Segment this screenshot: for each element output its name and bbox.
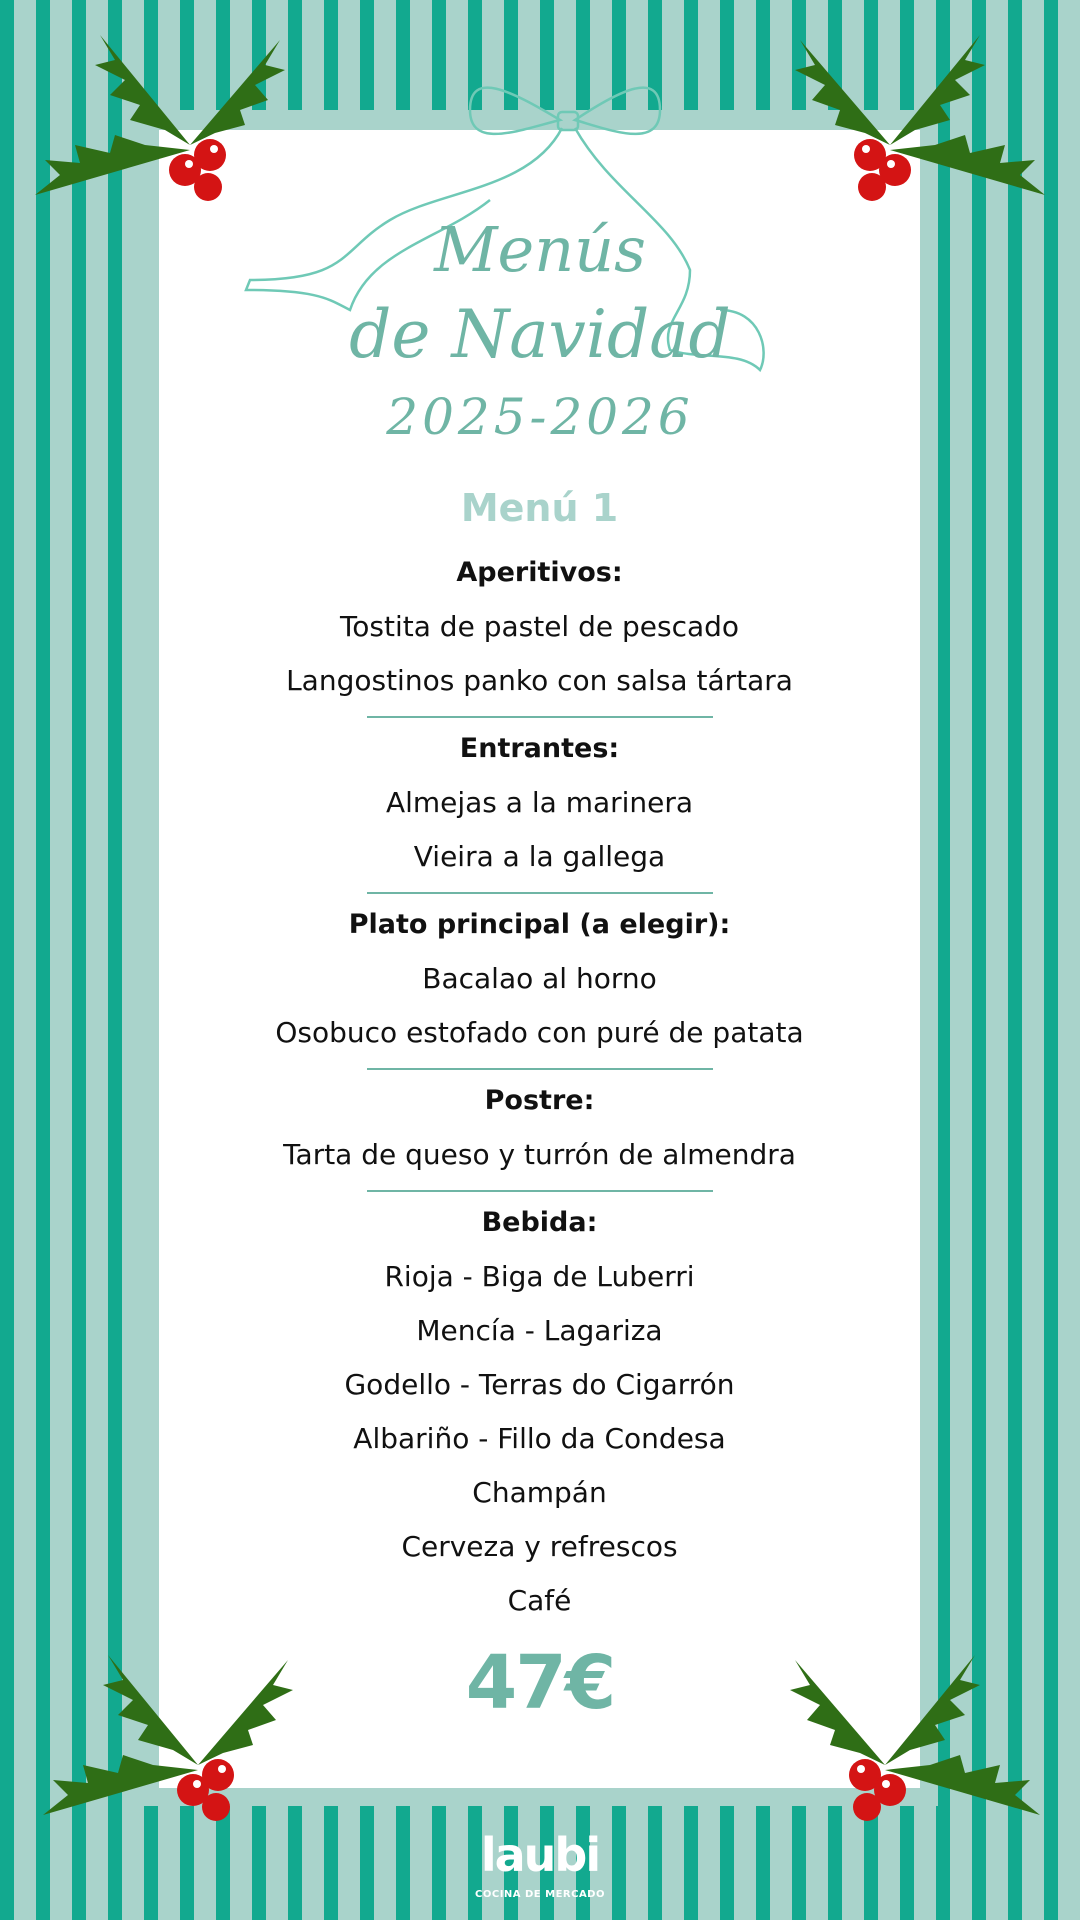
menu-item: Godello - Terras do Cigarrón bbox=[344, 1368, 735, 1401]
menu-item: Champán bbox=[472, 1476, 607, 1509]
holly-top-left-icon bbox=[30, 15, 290, 205]
section-heading: Bebida: bbox=[481, 1207, 598, 1238]
menu-item: Mencía - Lagariza bbox=[416, 1314, 663, 1347]
section-heading: Postre: bbox=[484, 1085, 595, 1116]
menu-item: Cerveza y refrescos bbox=[401, 1530, 678, 1563]
title-line2: de Navidad bbox=[349, 296, 731, 373]
menu-item: Tostita de pastel de pescado bbox=[339, 610, 740, 643]
menu-item: Bacalao al horno bbox=[422, 962, 657, 995]
section-bebida bbox=[159, 1196, 920, 1628]
section-heading: Plato principal (a elegir): bbox=[348, 909, 731, 940]
holly-bottom-right-icon bbox=[785, 1635, 1045, 1825]
menu-title: Menú 1 bbox=[460, 486, 619, 530]
laubi-logo bbox=[0, 1826, 1080, 1902]
menu-item: Langostinos panko con salsa tártara bbox=[286, 664, 793, 697]
title-years: 2025-2026 bbox=[386, 388, 694, 446]
section-plato-principal bbox=[159, 898, 920, 1060]
section-aperitivos bbox=[159, 546, 920, 708]
divider bbox=[367, 1190, 713, 1192]
divider bbox=[367, 1068, 713, 1070]
holly-bottom-left-icon bbox=[38, 1635, 298, 1825]
divider bbox=[367, 892, 713, 894]
menu-item: Albariño - Fillo da Condesa bbox=[353, 1422, 726, 1455]
divider bbox=[367, 716, 713, 718]
logo-tagline: COCINA DE MERCADO bbox=[475, 1889, 605, 1900]
menu-item: Vieira a la gallega bbox=[413, 840, 666, 873]
section-heading: Aperitivos: bbox=[456, 557, 623, 588]
title-line1: Menús bbox=[434, 213, 646, 286]
menu-item: Osobuco estofado con puré de patata bbox=[275, 1016, 804, 1049]
holly-top-right-icon bbox=[790, 15, 1050, 205]
menu-item: Almejas a la marinera bbox=[385, 786, 694, 819]
menu-item: Rioja - Biga de Luberri bbox=[384, 1260, 695, 1293]
section-postre bbox=[159, 1074, 920, 1182]
logo-name: laubi bbox=[480, 1828, 600, 1882]
section-heading: Entrantes: bbox=[459, 733, 620, 764]
section-entrantes bbox=[159, 722, 920, 884]
price: 47€ bbox=[465, 1640, 615, 1726]
menu-content bbox=[159, 480, 920, 1628]
menu-item: Tarta de queso y turrón de almendra bbox=[283, 1138, 796, 1171]
menu-item: Café bbox=[507, 1584, 572, 1617]
